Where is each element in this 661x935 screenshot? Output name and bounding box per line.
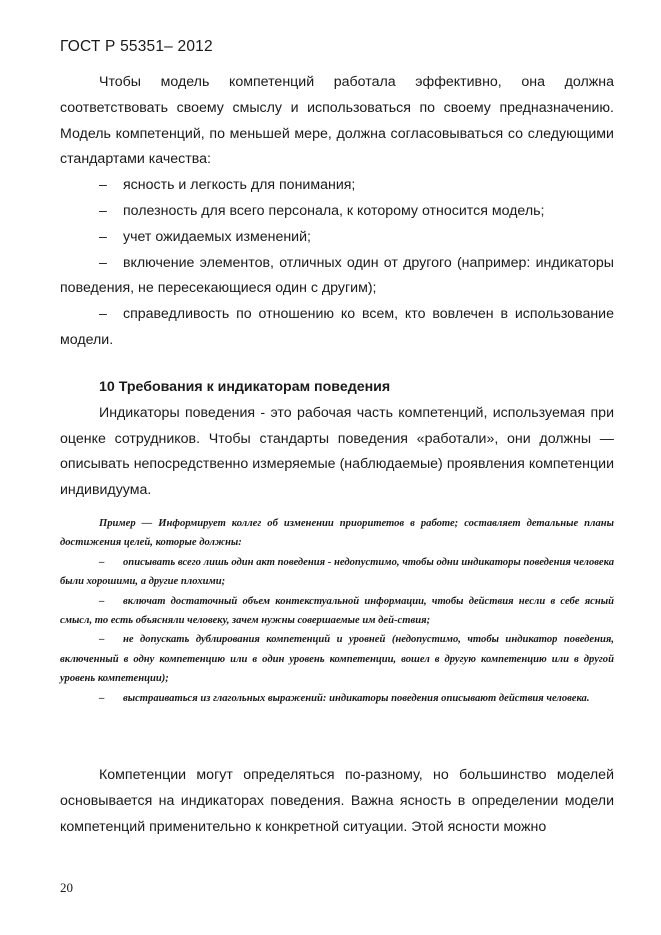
intro-section [60, 70, 614, 354]
example-item-text: выстраиваться из глагольных выражений: индикаторы поведения описывают действия человека. [123, 692, 590, 704]
list-item-text: включение элементов, отличных один от другого (например: индикаторы поведения, не пересекающиеся один с другим); [60, 254, 614, 297]
example-item [60, 592, 614, 631]
example-item-text: включат достаточный объем контекстуальной информации, чтобы действия несли в себе ясный смысл, то есть объясняли человеку, зачем нужны совершаемые им дей-ствия; [60, 595, 614, 627]
list-item-text: ясность и легкость для понимания; [123, 177, 356, 194]
list-dash: – [99, 177, 107, 194]
example-item [60, 553, 614, 592]
list-item-text: справедливость по отношению ко всем, кто вовлечен в использование модели. [60, 306, 614, 348]
page-number: 20 [60, 880, 73, 895]
example-item-text: не допускать дублирования компетенций и уровней (недопустимо, чтобы индикатор поведения, включенный в одну компетенцию или в один уровень компетенции, вошел в другую компетенцию или в другой уровень компетенции); [60, 634, 614, 685]
list-item [60, 251, 614, 303]
list-item [60, 173, 614, 199]
example-dash: – [99, 692, 105, 704]
page-header: ГОСТ Р 55351– 2012 [60, 38, 213, 55]
list-item [60, 199, 614, 225]
example-intro: Пример — Информирует коллег об изменении приоритетов в работе; составляет детальные планы достижения целей, которые должны: [60, 518, 614, 549]
section-heading: 10 Требования к индикаторам поведения [99, 379, 391, 395]
section-paragraph: Индикаторы поведения - это рабочая часть компетенций, используемая при оценке сотрудников. Чтобы стандарты поведения «работали», они должны — описывать непосредственно измеряемые (наблюдаемые) проявления компетенции индивидуума. [60, 404, 614, 499]
list-dash: – [99, 306, 107, 323]
example-block [60, 514, 614, 708]
list-item-text: учет ожидаемых изменений; [123, 228, 311, 245]
example-item [60, 630, 614, 688]
example-dash: – [99, 556, 105, 568]
example-item [60, 689, 614, 708]
example-item-text: описывать всего лишь один акт поведения - недопустимо, чтобы одни индикаторы поведения человека были хорошими, а другие плохими; [60, 556, 614, 588]
example-dash: – [99, 595, 105, 607]
list-dash: – [99, 228, 107, 245]
intro-paragraph: Чтобы модель компетенций работала эффективно, она должна соответствовать своему смыслу и использоваться по своему предназначению. Модель компетенций, по меньшей мере, должна согласовываться со следующими стандартами качества: [60, 74, 614, 168]
list-item-text: полезность для всего персонала, к которому относится модель; [123, 202, 545, 219]
list-item [60, 225, 614, 251]
closing-paragraph: Компетенции могут определяться по-разному, но большинство моделей основывается на индикаторах поведения. Важна ясность в определении модели компетенций применительно к конкретной ситуации. Этой ясности можно [60, 767, 614, 835]
closing-section [60, 763, 614, 840]
list-dash: – [99, 254, 107, 271]
list-item [60, 302, 614, 354]
section-10 [60, 375, 614, 504]
example-dash: – [99, 634, 105, 646]
list-dash: – [99, 202, 107, 219]
